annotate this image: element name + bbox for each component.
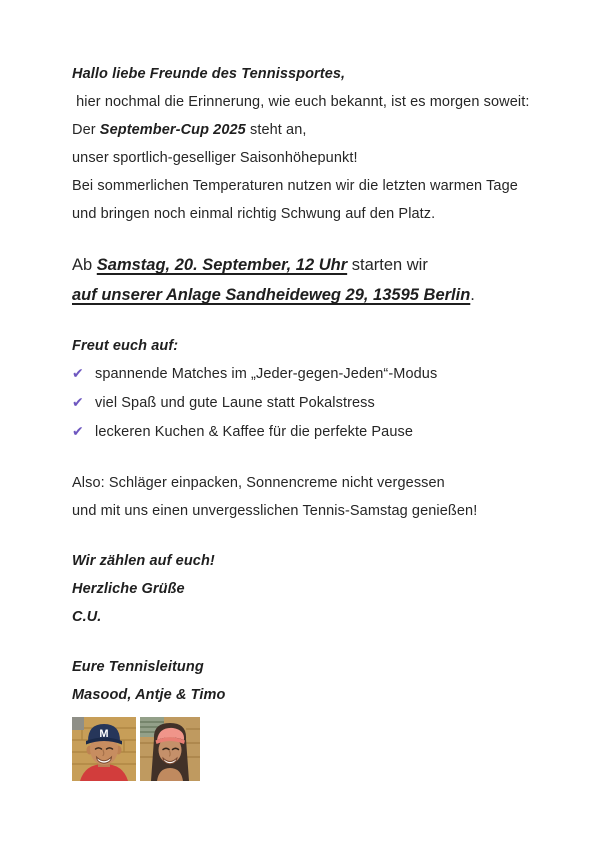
event-datetime: Samstag, 20. September, 12 Uhr xyxy=(96,256,348,274)
event-name: September-Cup 2025 xyxy=(99,122,246,138)
reminder-line-1: Also: Schläger einpacken, Sonnencreme nicht vergessen xyxy=(72,475,445,491)
highlights-section xyxy=(72,332,545,447)
intro-line-5: und bringen noch einmal richtig Schwung auf den Platz. xyxy=(72,206,436,222)
check-icon: ✔ xyxy=(72,366,84,382)
event-location-period: . xyxy=(470,286,475,304)
list-item xyxy=(72,389,545,418)
intro-line-2-prefix: Der xyxy=(72,122,100,138)
intro-line-1: hier nochmal die Erinnerung, wie euch bekannt, ist es morgen soweit: xyxy=(72,94,530,110)
closing-line-1: Wir zählen auf euch! xyxy=(72,553,215,569)
intro-paragraph xyxy=(72,60,545,228)
event-datetime-line xyxy=(72,250,545,280)
event-location: auf unserer Anlage Sandheideweg 29, 13595 Berlin xyxy=(72,286,471,304)
signature-team: Eure Tennisleitung xyxy=(72,659,204,675)
highlight-text: spannende Matches im „Jeder-gegen-Jeden“-Modus xyxy=(95,366,438,382)
check-icon: ✔ xyxy=(72,395,84,411)
intro-line-2 xyxy=(72,116,545,144)
intro-line-2-suffix: steht an, xyxy=(245,122,307,138)
signature-photos xyxy=(72,717,545,781)
event-suffix: starten wir xyxy=(347,256,428,274)
highlight-text: leckeren Kuchen & Kaffee für die perfekte Pause xyxy=(95,424,413,440)
intro-line-4: Bei sommerlichen Temperaturen nutzen wir die letzten warmen Tage xyxy=(72,178,518,194)
list-item xyxy=(72,360,545,389)
signature-names: Masood, Antje & Timo xyxy=(72,687,226,703)
highlights-heading: Freut euch auf: xyxy=(72,338,179,354)
reminder-paragraph xyxy=(72,469,545,525)
photo-antje xyxy=(140,717,200,781)
list-item xyxy=(72,418,545,447)
photo-masood xyxy=(72,717,136,781)
closing-paragraph xyxy=(72,547,545,631)
event-paragraph xyxy=(72,250,545,310)
reminder-line-2: und mit uns einen unvergesslichen Tennis-Samstag genießen! xyxy=(72,503,478,519)
check-icon: ✔ xyxy=(72,424,84,440)
event-location-line xyxy=(72,280,545,310)
signature-section xyxy=(72,653,545,781)
cap-logo-letter: M xyxy=(99,728,109,740)
closing-line-3: C.U. xyxy=(72,609,102,625)
event-prefix: Ab xyxy=(72,256,97,274)
closing-line-2: Herzliche Grüße xyxy=(72,581,185,597)
highlight-text: viel Spaß und gute Laune statt Pokalstress xyxy=(95,395,375,411)
intro-line-3: unser sportlich-geselliger Saisonhöhepunkt! xyxy=(72,150,358,166)
greeting: Hallo liebe Freunde des Tennissportes, xyxy=(72,66,346,82)
